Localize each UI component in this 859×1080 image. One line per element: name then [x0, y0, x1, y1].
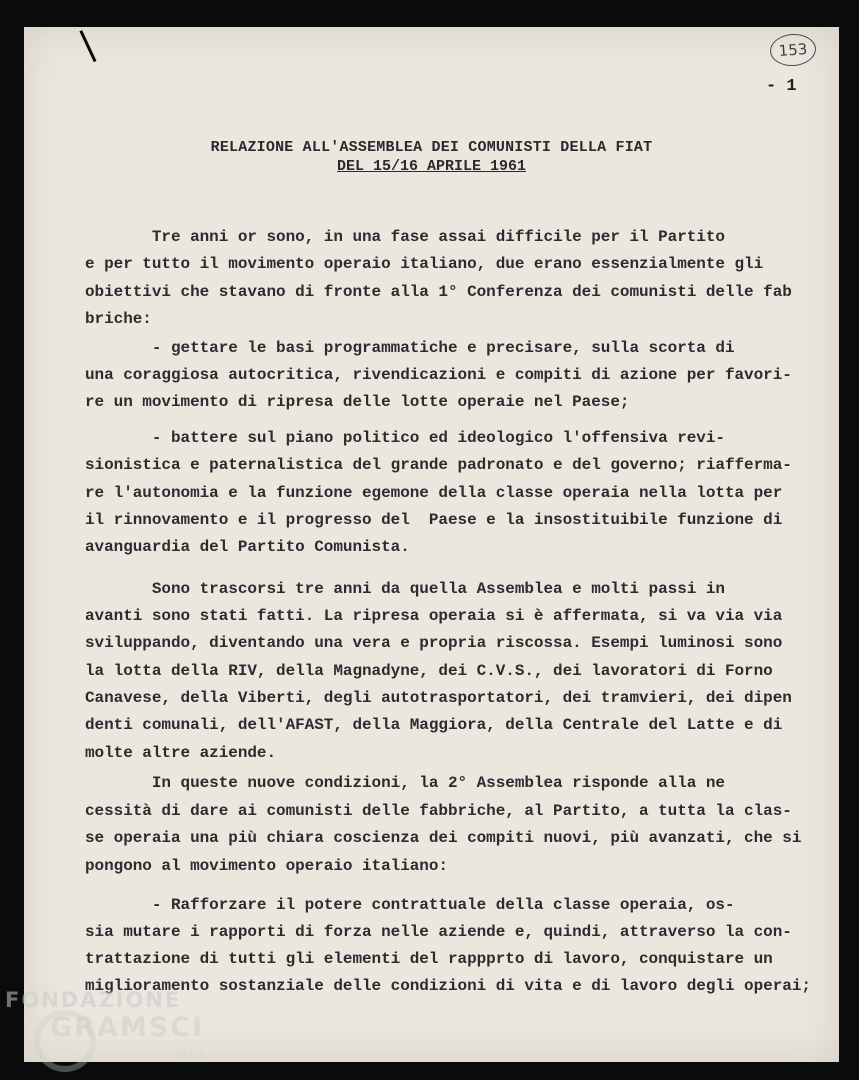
watermark-line2: GRAMSCI [50, 1012, 205, 1043]
text-line: miglioramento sostanziale delle condizioni di vita e di lavoro degli operai; [85, 977, 811, 995]
text-line: la lotta della RIV, della Magnadyne, dei C.V.S., dei lavoratori di Forno [85, 662, 773, 680]
text-line: sviluppando, diventando una vera e propria riscossa. Esempi luminosi sono [85, 634, 783, 652]
document-title: RELAZIONE ALL'ASSEMBLEA DEI COMUNISTI DELLA FIAT [210, 139, 653, 156]
text-line: briche: [85, 310, 152, 328]
archive-number: 153 [769, 32, 817, 67]
text-line: una coraggiosa autocritica, rivendicazioni e compiti di azione per favori- [85, 366, 792, 384]
text-line: obiettivi che stavano di fronte alla 1° Conferenza dei comunisti delle fab [85, 283, 792, 301]
text-line: Canavese, della Viberti, degli autotrasportatori, dei tramvieri, dei dipen [85, 689, 792, 707]
watermark-suffix: onlus [176, 1048, 206, 1061]
text-line: e per tutto il movimento operaio italiano, due erano essenzialmente gli [85, 255, 764, 273]
text-line: pongono al movimento operaio italiano: [85, 857, 448, 875]
document-page [24, 27, 839, 1062]
text-line: re l'autonomia e la funzione egemone della classe operaia nella lotta per [85, 484, 783, 502]
text-line: In queste nuove condizioni, la 2° Assemblea risponde alla ne [85, 774, 725, 792]
text-line: cessità di dare ai comunisti delle fabbriche, al Partito, a tutta la clas- [85, 802, 792, 820]
text-line: re un movimento di ripresa delle lotte operaie nel Paese; [85, 393, 630, 411]
text-line: trattazione di tutti gli elementi del rappprto di lavoro, conquistare un [85, 950, 773, 968]
text-line: Tre anni or sono, in una fase assai difficile per il Partito [85, 228, 725, 246]
document-date [24, 158, 839, 175]
text-line: - battere sul piano politico ed ideologico l'offensiva revi- [85, 429, 725, 447]
text-line: il rinnovamento e il progresso del Paese e la insostituibile funzione di [85, 511, 783, 529]
text-line: sia mutare i rapporti di forza nelle aziende e, quindi, attraverso la con- [85, 923, 792, 941]
text-line: avanti sono stati fatti. La ripresa operaia si è affermata, si va via via [85, 607, 783, 625]
text-line: se operaia una più chiara coscienza dei compiti nuovi, più avanzati, che si [85, 829, 802, 847]
watermark-line1: FONDAZIONE [5, 988, 182, 1012]
page-number: - 1 [766, 77, 797, 96]
text-line: denti comunali, dell'AFAST, della Maggiora, della Centrale del Latte e di [85, 716, 783, 734]
paper-mark [79, 26, 105, 62]
text-line: avanguardia del Partito Comunista. [85, 538, 410, 556]
document-date-text: DEL 15/16 APRILE 1961 [336, 158, 527, 175]
text-line: - Rafforzare il potere contrattuale della classe operaia, os- [85, 896, 735, 914]
text-line: sionistica e paternalistica del grande padronato e del governo; riafferma- [85, 456, 792, 474]
text-line: molte altre aziende. [85, 744, 277, 762]
text-line: Sono trascorsi tre anni da quella Assemblea e molti passi in [85, 580, 725, 598]
text-line: - gettare le basi programmatiche e precisare, sulla scorta di [85, 339, 735, 357]
